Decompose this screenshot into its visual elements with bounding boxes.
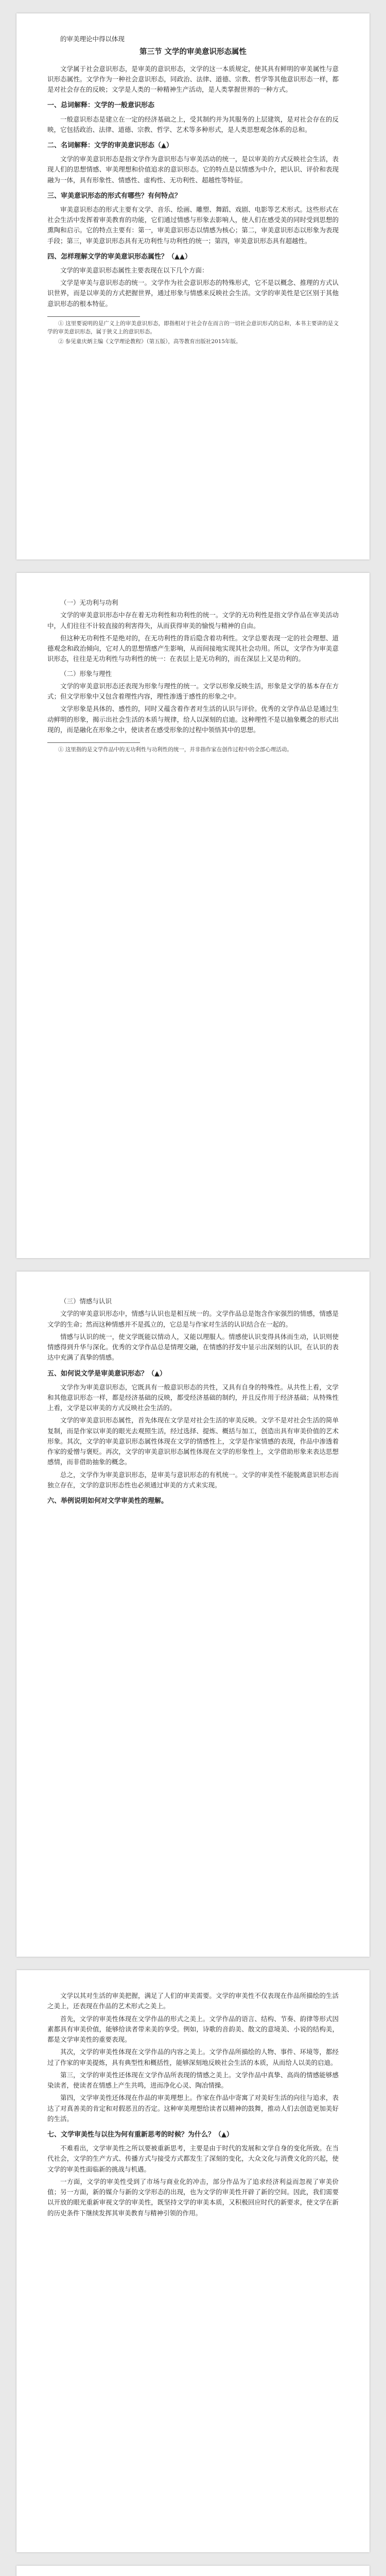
heading-7: 七、文学审美性与以往为何有重新思考的时候？为什么？（▲） [47, 2131, 233, 2139]
body-paragraph: 文学的审美意识形态属性，首先体现在文学是对社会生活的审美反映。文学不是对社会生活的简单复制，而是作家以审美的眼光去观照生活，经过选择、提炼、概括与加工，创造出具有审美价值的艺术形象。其次，文学的审美意识形态属性体现在文学的情感性上，文学是作家情感的表现，作品中渗透着作家的爱憎与褒贬。再次，文学的审美意识形态属性体现在文学的形象性上，文学借助形象来表达思想感情，而非借助抽象的概念。 [47, 1416, 339, 1466]
heading-5: 五、如何说文学是审美意识形态？（▲） [47, 1369, 166, 1378]
heading-2: 二、名词解释：文学的审美意识形态（▲） [47, 142, 173, 150]
document-page-5 [16, 2566, 370, 2576]
body-paragraph: 文学作为审美意识形态，它既具有一般意识形态的共性，又具有自身的特殊性。从共性上看，文学和其他意识形态一样，都是经济基础的反映，都受经济基础的制约，并且反作用于经济基础；从特殊性上看，文学是以审美的方式反映社会生活的。 [47, 1383, 339, 1412]
document-page-1 [16, 13, 370, 560]
body-paragraph: 文学形象是具体的、感性的，同时又蕴含着作者对生活的认识与评价。优秀的文学作品总是通过生动鲜明的形象，揭示出社会生活的本质与规律，给人以深刻的启迪。这种理性不是以抽象概念的形式出现的，而是融化在形象之中，使读者在感受形象的过程中领悟其中的思想。 [47, 705, 339, 734]
body-paragraph: 文学属于社会意识形态，是审美的意识形态，文学的这一本质规定，使其具有鲜明的审美属性与意识形态属性。文学作为一种社会意识形态，同政治、法律、道德、宗教、哲学等其他意识形态一样，都是对社会存在的反映；文学是人类的一种精神生产活动，是人类掌握世界的一种方式。 [47, 64, 339, 94]
body-paragraph: 第四，文学审美性还体现在作品的审美理想上。作家在作品中寄寓了对美好生活的向往与追求，表达了对真善美的肯定和对假恶丑的否定。这种审美理想给读者以精神的鼓舞，推动人们去创造更加美好的生活。 [47, 2094, 339, 2123]
body-paragraph: 其次，文学的审美性体现在文学作品的内容之美上。文学作品所描绘的人物、事件、环境等，都经过了作家的审美提炼，具有典型性和概括性，能够深刻地反映社会生活的本质，从而给人以美的启迪。 [47, 2048, 339, 2066]
subheading-2: （二）形象与理性 [60, 669, 112, 677]
body-paragraph: 首先，文学的审美性体现在文学作品的形式之美上。文学作品的语言、结构、节奏、韵律等形式因素都具有审美价值，能够给读者带来美的享受。例如，诗歌的音韵美、散文的意境美、小说的结构美，都是文学审美性的重要表现。 [47, 2014, 339, 2043]
body-paragraph: 审美意识形态的形式主要有文学、音乐、绘画、雕塑、舞蹈、戏剧、电影等艺术形式。这些形式在社会生活中发挥着审美教育的功能，它们通过情感与形象去影响人，使人们在感受美的同时受到思想的熏陶和启示。它的特点主要有：第一，审美意识形态以情感为核心；第二，审美意识形态以形象为表现手段；第三，审美意识形态具有无功利性与功利性的统一；第四，审美意识形态具有超越性。 [47, 205, 339, 245]
body-paragraph: 文学以其对生活的审美把握，满足了人们的审美需要。文学的审美性不仅表现在作品所描绘的生活之美上，还表现在作品的艺术形式之美上。 [47, 1992, 339, 2010]
body-paragraph: 不难看出，文学审美性之所以要被重新思考，主要是由于时代的发展和文学自身的变化所致。在当代社会，文学的生产方式、传播方式与接受方式都发生了深刻的变化，大众文化与消费文化的兴起，使文学的审美性面临新的挑战与机遇。 [47, 2144, 339, 2173]
heading-1: 一、总词解释：文学的一般意识形态 [47, 101, 155, 110]
document-page-2 [16, 573, 370, 1258]
body-paragraph: 第三，文学的审美性还体现在文学作品所表现的情感之美上。文学作品中真挚、高尚的情感能够感染读者，使读者在情感上产生共鸣，进而净化心灵、陶冶情操。 [47, 2071, 339, 2089]
body-paragraph: 文学是审美与意识形态的统一。文学作为社会意识形态的特殊形式，它不是以概念、推理的方式认识世界，而是以审美的方式把握世界，通过形象与情感来反映社会生活。文学的审美性是它区别于其他意识形态的根本特征。 [47, 279, 339, 308]
body-paragraph: 情感与认识的统一，使文学既能以情动人，又能以理服人。情感使认识变得具体而生动，认识则使情感得到升华与深化。优秀的文学作品总是情理交融，在情感的抒发中显示出深刻的认识，在认识的表达中充满了真挚的情感。 [47, 1332, 339, 1362]
body-paragraph: 文学的审美意识形态中存在着无功利性和功利性的统一。文学的无功利性是指文学作品在审美活动中，人们往往不计较直接的利害得失，从而获得审美的愉悦与精神的自由。 [47, 611, 339, 630]
heading-4: 四、怎样理解文学的审美意识形态属性？（▲▲） [47, 252, 191, 261]
heading-6: 六、举例说明如何对文学审美性的理解。 [47, 1497, 168, 1505]
section-title: 第三节 文学的审美意识形态属性 [139, 48, 247, 57]
footnote: ① 这里指的是文学作品中的无功利性与功利性的统一，并非指作家在创作过程中的全部心理活动。 [58, 747, 292, 753]
footnote-divider [47, 742, 140, 746]
body-paragraph: 文学的审美意识形态中，情感与认识也是相互统一的。文学作品总是饱含作家强烈的情感，情感是文学的生命；然而这种情感并不是孤立的，它总是与作家对生活的认识结合在一起的。 [47, 1310, 339, 1328]
body-paragraph: 文学的审美意识形态属性主要表现在以下几个方面： [60, 266, 208, 274]
footnote-divider [47, 316, 140, 320]
footnote: ② 参见童庆炳主编《文学理论教程》（第五版），高等教育出版社2015年版。 [58, 338, 241, 345]
body-paragraph: 总之，文学作为审美意识形态，是审美与意识形态的有机统一。文学的审美性不能脱离意识形态而独立存在，文学的意识形态性也必须通过审美的方式来实现。 [47, 1470, 339, 1489]
page-continuation-text: 的审美理论中得以体现 [60, 35, 125, 43]
body-paragraph: 文学的审美意识形态还表现为形象与理性的统一。文学以形象反映生活，形象是文学的基本存在方式；但文学形象中又包含着理性内容，理性渗透于感性的形象之中。 [47, 682, 339, 700]
body-paragraph: 一般意识形态是建立在一定的经济基础之上，受其制约并为其服务的上层建筑，是对社会存在的反映，它包括政治、法律、道德、宗教、哲学、艺术等多种形式，是人类思想观念体系的总和。 [47, 115, 339, 133]
document-page-3 [16, 1272, 370, 1957]
footnote: ① 这里要说明的是广义上的审美意识形态，即指相对于社会存在而言的一切社会意识形式的总和，本书主要讲的是文学的审美意识形态，属于狭义上的意识形态。 [47, 320, 339, 335]
document-page-4 [16, 1970, 370, 2552]
subheading-3: （三）情感与认识 [60, 1297, 112, 1305]
subheading-1: （一）无功利与功利 [60, 599, 118, 606]
body-paragraph: 一方面，文学的审美性受到了市场与商业化的冲击，部分作品为了追求经济利益而忽视了审美价值；另一方面，新的媒介与新的文学形态的出现，也为文学的审美性开辟了新的空间。因此，我们需要以开放的眼光重新审视文学的审美性，既坚持文学的审美本质，又积极回应时代的新要求，使文学在新的历史条件下继续发挥其审美教育与精神引领的作用。 [47, 2177, 339, 2217]
heading-3: 三、审美意识形态的形式有哪些？有何特点？ [47, 192, 182, 200]
body-paragraph: 文学的审美意识形态是指文学作为意识形态与审美活动的统一，是以审美的方式反映社会生活，表现人们的思想情感、审美理想和价值追求的意识形态。它的特点是以情感为中介，把认识、评价和表现融为一体，具有形象性、情感性、虚构性、无功利性、超越性等特征。 [47, 155, 339, 184]
body-paragraph: 但这种无功利性不是绝对的，在无功利性的背后隐含着功利性。文学总要表现一定的社会理想、道德观念和政治倾向，它对人的思想情感产生影响，从而间接地实现其社会功用。所以，文学作为审美意识形态，往往是无功利性与功利性的统一：在表层上是无功利的，而在深层上又是功利的。 [47, 634, 339, 663]
